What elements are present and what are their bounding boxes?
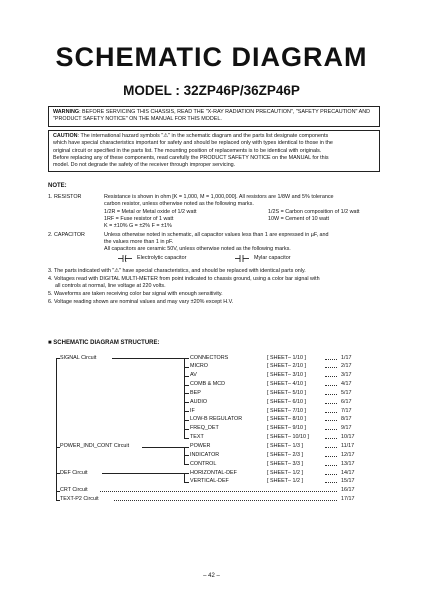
circuit-item: POWER [190,443,211,449]
dot-leader [325,447,337,448]
note-5: 5. Waveforms are taken receiving color bar signal with enough sensitivity. [48,291,223,297]
resistor-line: carbon resistor, unless otherwise noted as the following marks. [104,201,254,207]
dot-leader [114,500,338,501]
single-circuit-label: CRT Circuit [60,487,88,494]
mylar-label: Mylar capacitor [254,255,291,261]
group-label: DEF Circuit [60,469,88,476]
warning-label: WARNING [53,109,80,115]
branch-tick [184,420,189,421]
page-ref: 16/17 [341,487,355,494]
caution-line: Before replacing any of these components, read carefully the PRODUCT SAFETY NOTICE on the MANUAL for this [53,154,329,161]
page-ref: 5/17 [341,389,352,396]
dot-leader [325,474,337,475]
note-title: NOTE: [48,183,67,189]
page-number: – 42 – [203,573,220,579]
branch-tick [184,473,189,474]
circuit-item: LOW-B REGULATOR [190,416,243,423]
page-ref: 15/17 [341,478,355,485]
circuit-item: CONNECTORS [190,354,229,361]
page-ref: 7/17 [341,407,352,414]
dot-leader [325,403,337,404]
resistor-mark: 10W = Cement of 10 watt [268,216,329,222]
page-ref: 14/17 [341,469,355,476]
dot-leader [325,376,337,377]
sheet-ref: [ SHEET– 1/2 ] [267,469,303,476]
sheet-ref: [ SHEET– 3/3 ] [267,460,303,467]
sheet-ref: [ SHEET– 10/10 ] [267,434,309,441]
dot-leader [325,438,337,439]
capacitor-line: the values more than 1 in pF. [104,239,174,245]
trunk-tick [56,447,60,448]
capacitor-label: 2. CAPACITOR [48,232,85,238]
caution-label: CAUTION [53,133,78,139]
dot-leader [100,491,337,492]
circuit-item: HORIZONTAL-DEF [190,469,237,476]
branch-tick [184,464,189,465]
branch-tick [184,393,189,394]
page-ref: 10/17 [341,434,355,441]
connector-line [142,447,184,448]
branch-line [184,473,185,482]
model-heading: MODEL : 32ZP46P/36ZP46P [123,83,300,98]
circuit-item: AV [190,372,197,379]
dot-leader [325,359,337,360]
group-label: POWER_INDI_CONT Circuit [60,443,130,449]
caution-line: : The international hazard symbols "⚠" in the schematic diagram and the parts list designate components [77,133,329,139]
page-ref: 1/17 [341,354,352,361]
branch-tick [184,482,189,483]
resistor-mark: 1RF = Fuse resistor of 1 watt [104,216,174,222]
sheet-ref: [ SHEET– 2/10 ] [267,363,306,370]
circuit-item: MICRO [190,363,208,370]
branch-tick [184,358,189,359]
trunk-tick [56,358,60,359]
dot-leader [325,429,337,430]
caution-box [48,130,380,172]
dot-leader [325,367,337,368]
dot-leader [325,456,337,457]
caution-line: original circuit or specified in the parts list. The mounting position of replacements is to be identical with originals. [53,147,322,154]
single-circuit-label: TEXT-P2 Circuit [60,496,99,503]
electrolytic-label: Electrolytic capacitor [137,255,187,261]
sheet-ref: [ SHEET– 1/2 ] [267,478,303,485]
caution-line: model. Do not degrade the safety of the receiver through improper servicing. [53,162,236,169]
tolerance-line: K = ±10% G = ±2% F = ±1% [104,223,172,229]
page-ref: 11/17 [341,443,355,449]
sheet-ref: [ SHEET– 4/10 ] [267,381,306,388]
page-ref: 12/17 [341,451,355,458]
circuit-item: COMB & MCD [190,381,226,388]
resistor-label: 1. RESISTOR [48,194,82,200]
note-3: 3. The parts indicated with "⚠" have special characteristics, and should be replaced with identical parts only. [48,268,306,274]
structure-title: ■ SCHEMATIC DIAGRAM STRUCTURE: [48,340,160,346]
resistor-mark: 1/2R = Metal or Metal oxide of 1/2 watt [104,209,197,215]
page-ref: 6/17 [341,398,352,405]
resistor-line: Resistance is shown in ohm [K = 1,000, M = 1,000,000]. All resistors are 1/8W and 5% tolerance [104,194,334,200]
branch-tick [184,429,189,430]
capacitor-line: Unless otherwise noted in schematic, all capacitor values less than 1 are expressed in µF, and [104,232,329,238]
trunk-line [56,358,57,500]
page-ref: 4/17 [341,381,352,388]
branch-tick [184,385,189,386]
sheet-ref: [ SHEET– 7/10 ] [267,407,306,414]
trunk-tick [56,473,60,474]
page-ref: 8/17 [341,416,352,423]
resistor-mark: 1/2S = Carbon composition of 1/2 watt [268,209,360,215]
sheet-ref: [ SHEET– 5/10 ] [267,389,306,396]
dot-leader [325,412,337,413]
note-4: 4. Voltages read with DIGITAL MULTI-METER from point indicated to chassis ground, using a color bar signal with [48,276,320,282]
caution-line: which have special characteristics important for safety and should be replaced only with types identical to those in the [53,140,333,147]
circuit-item: FREQ_DET [190,425,219,432]
sheet-ref: [ SHEET– 3/10 ] [267,372,306,379]
branch-tick [184,438,189,439]
connector-line [102,473,184,474]
circuit-item: CONTROL [190,460,217,467]
sheet-ref: [ SHEET– 1/3 ] [267,443,303,449]
capacitor-line: All capacitors are ceramic 50V, unless otherwise noted as the following marks. [104,246,291,252]
page-ref: 13/17 [341,460,355,467]
trunk-tick [56,500,60,501]
trunk-tick [56,491,60,492]
group-label: SIGNAL Circuit [60,354,97,361]
branch-tick [184,455,189,456]
branch-tick [184,402,189,403]
dot-leader [325,420,337,421]
circuit-item: INDICATOR [190,451,220,458]
note-4-cont: all controls at normal, line voltage at 220 volts. [55,283,166,289]
sheet-ref: [ SHEET– 2/3 ] [267,451,303,458]
note-6: 6. Voltage reading shown are nominal values and may vary ±20% except H.V. [48,299,234,305]
sheet-ref: [ SHEET– 6/10 ] [267,398,306,405]
page-title: SCHEMATIC DIAGRAM [55,42,368,72]
branch-tick [184,376,189,377]
circuit-item: BEP [190,389,201,396]
circuit-item: VERTICAL-DEF [190,478,229,485]
circuit-item: AUDIO [190,398,208,405]
page-ref: 2/17 [341,363,352,370]
sheet-ref: [ SHEET– 1/10 ] [267,354,306,361]
connector-line [112,358,184,359]
electrolytic-capacitor-icon [118,254,132,263]
branch-line [184,358,185,438]
sheet-ref: [ SHEET– 8/10 ] [267,416,306,423]
dot-leader [325,465,337,466]
warning-box [48,106,380,127]
circuit-item: TEXT [190,434,204,441]
warning-text: : BEFORE SERVICING THIS CHASSIS, READ THE "X-RAY RADIATION PRECAUTION", "SAFETY PRECAUTION" AND "PRODUCT SAFETY NOTICE" ON THE MANUAL FOR THIS MODEL. [53,109,370,123]
branch-tick [184,367,189,368]
sheet-ref: [ SHEET– 9/10 ] [267,425,306,432]
dot-leader [325,385,337,386]
branch-tick [184,447,189,448]
dot-leader [325,394,337,395]
page-ref: 17/17 [341,496,355,503]
circuit-item: IF [190,407,195,414]
branch-tick [184,411,189,412]
dot-leader [325,482,337,483]
page-ref: 9/17 [341,425,352,432]
mylar-capacitor-icon [235,254,249,263]
page-ref: 3/17 [341,372,352,379]
